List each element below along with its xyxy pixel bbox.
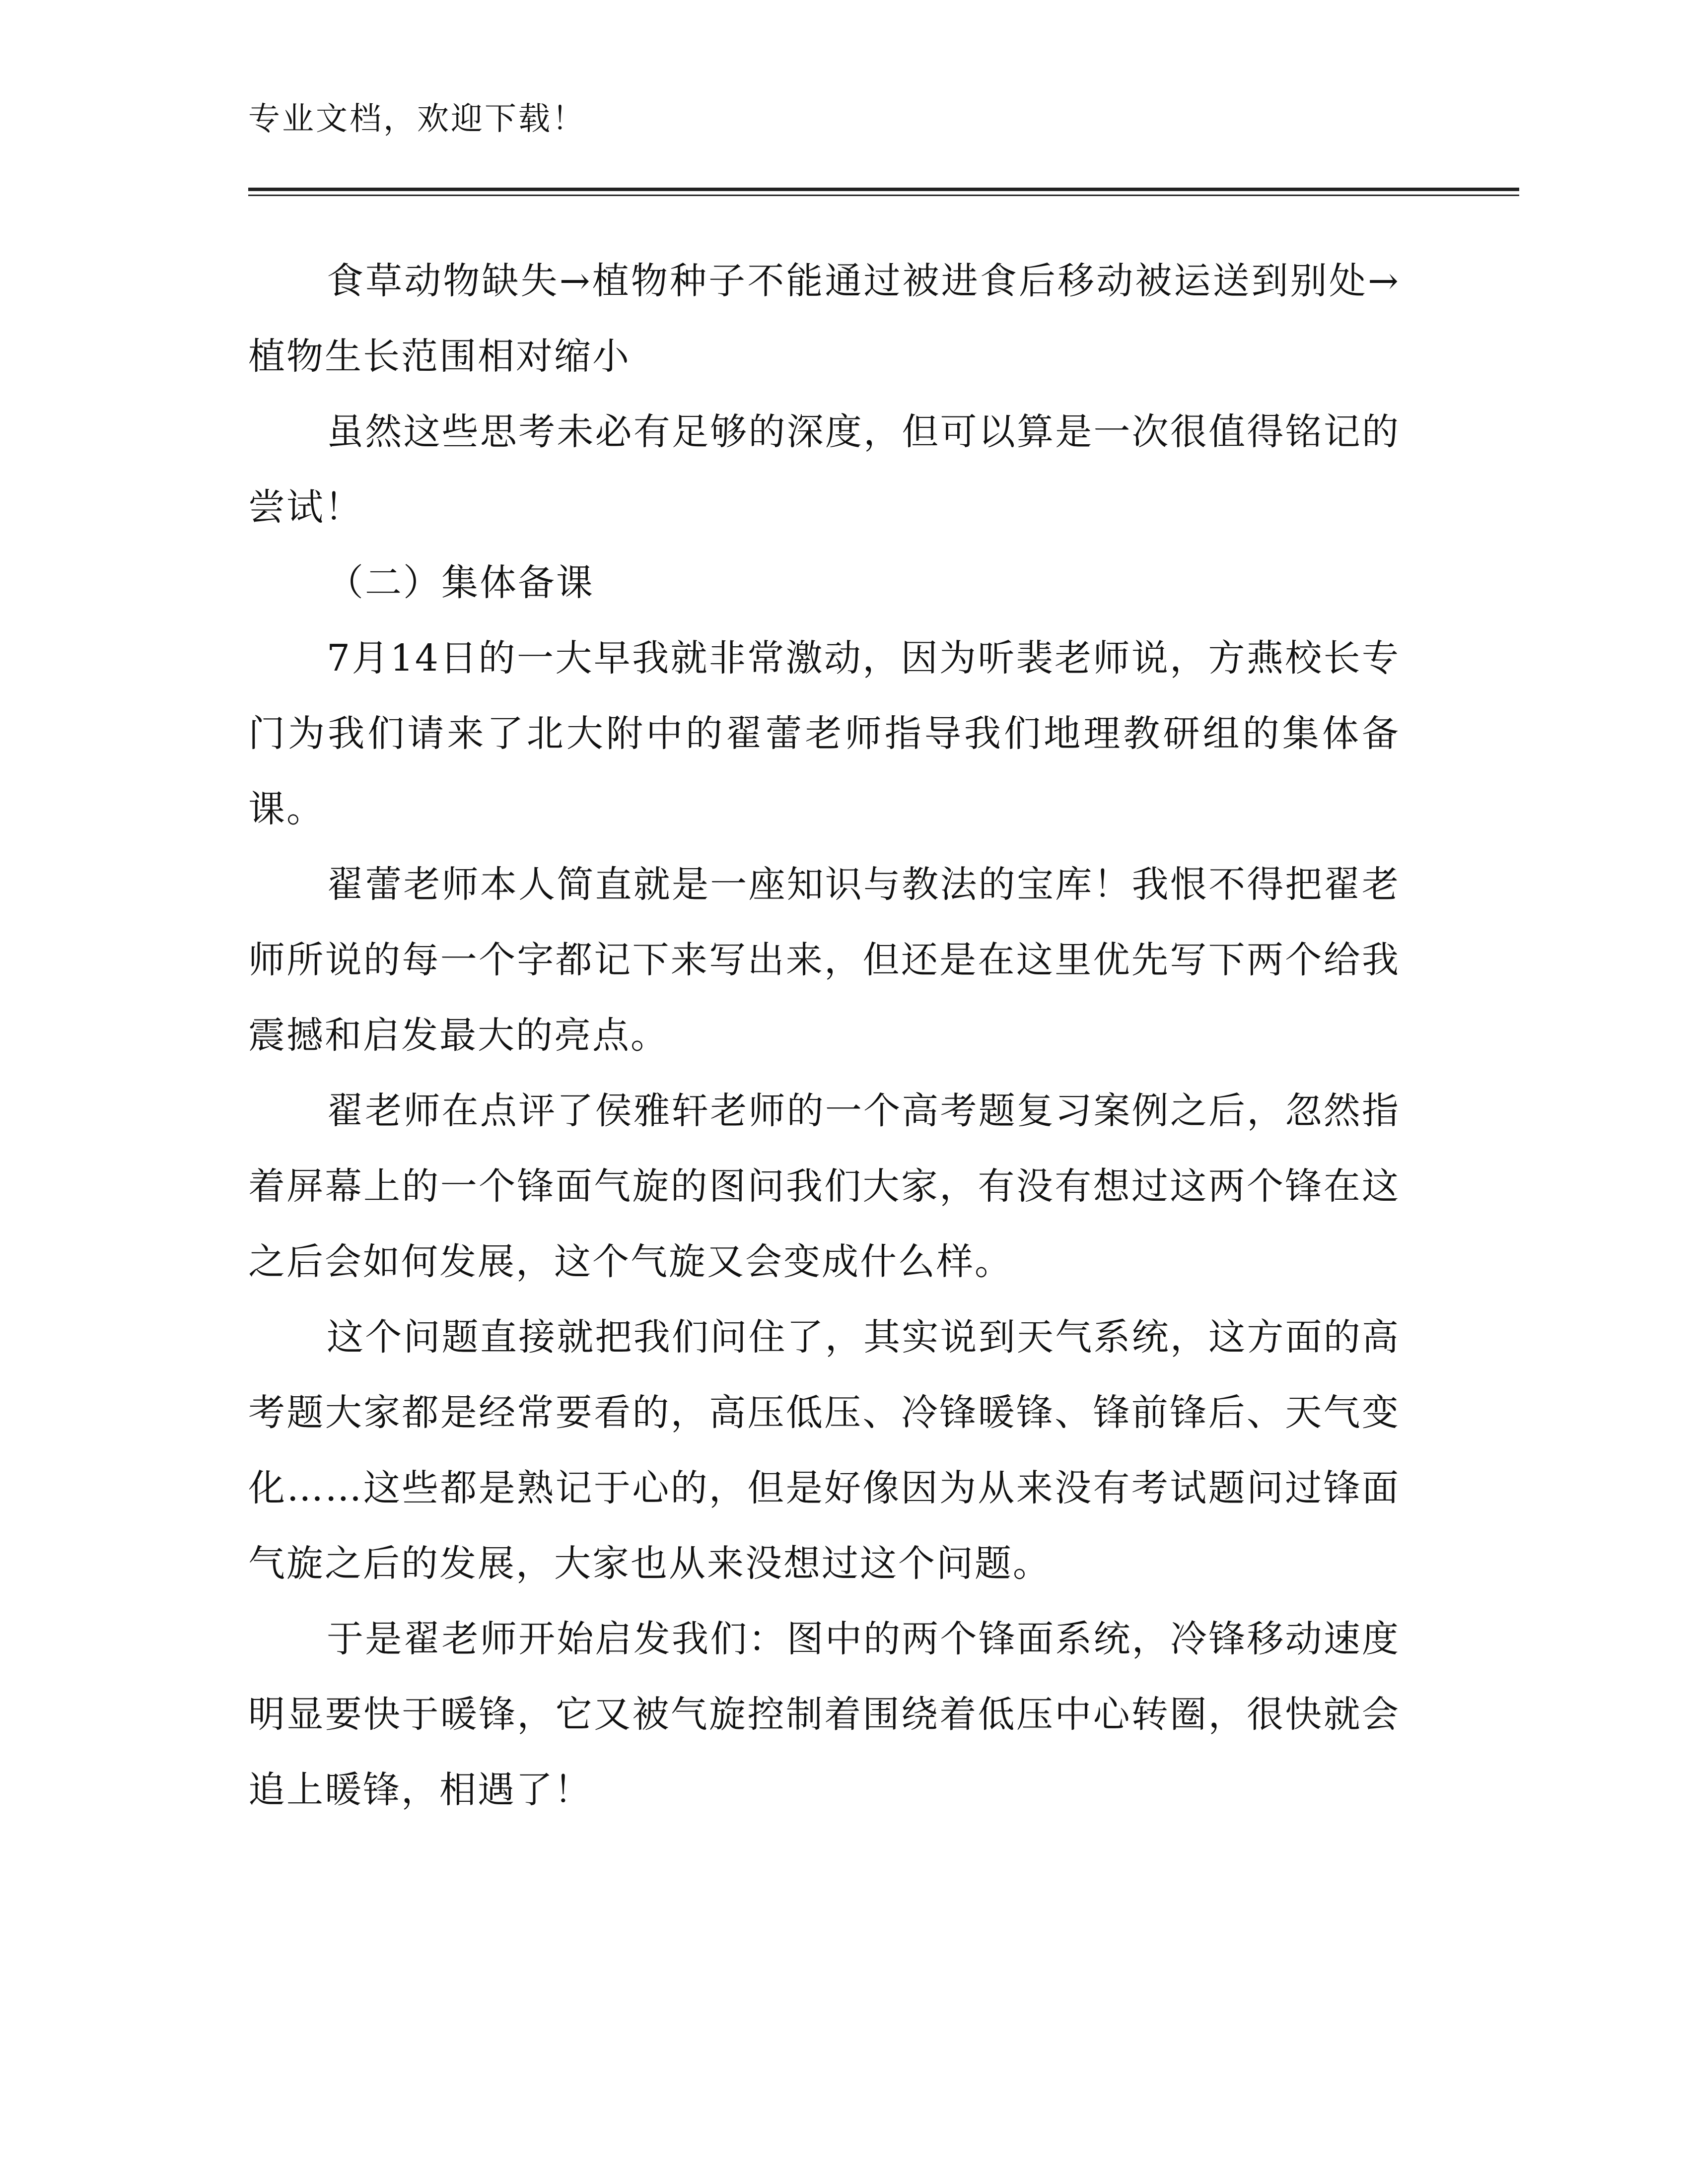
document-body: [248, 243, 1400, 1828]
paragraph-cyclone-question: 翟老师在点评了侯雅轩老师的一个高考题复习案例之后，忽然指着屏幕上的一个锋面气旋的图问我们大家，有没有想过这两个锋在这之后会如何发展，这个气旋又会变成什么样。: [248, 1090, 1400, 1283]
page-header: 专业文档，欢迎下载！: [248, 101, 586, 137]
paragraph-reflection: 虽然这些思考未必有足够的深度，但可以算是一次很值得铭记的尝试！: [248, 410, 1400, 529]
paragraph-teacher-treasury: 翟蕾老师本人简直就是一座知识与教法的宝库！我恨不得把翟老师所说的每一个字都记下来写出来，但还是在这里优先写下两个给我震撼和启发最大的亮点。: [248, 863, 1400, 1057]
paragraph-july-14: 7月14日的一大早我就非常激动，因为听裴老师说，方燕校长专门为我们请来了北大附中的翟蕾老师指导我们地理教研组的集体备课。: [248, 637, 1400, 830]
header-divider-thin: [248, 195, 1519, 196]
paragraph-cold-front: 于是翟老师开始启发我们：图中的两个锋面系统，冷锋移动速度明显要快于暖锋，它又被气旋控制着围绕着低压中心转圈，很快就会追上暖锋，相遇了！: [248, 1618, 1400, 1811]
section-heading-collective-prep: （二）集体备课: [327, 561, 594, 604]
header-divider-thick: [248, 188, 1519, 191]
paragraph-herbivore-chain: 食草动物缺失→植物种子不能通过被进食后移动被运送到别处→植物生长范围相对缩小: [248, 260, 1400, 378]
paragraph-weather-system: 这个问题直接就把我们问住了，其实说到天气系统，这方面的高考题大家都是经常要看的，高压低压、冷锋暖锋、锋前锋后、天气变化……这些都是熟记于心的，但是好像因为从来没有考试题问过锋面气旋之后的发展，大家也从来没想过这个问题。: [248, 1316, 1400, 1585]
